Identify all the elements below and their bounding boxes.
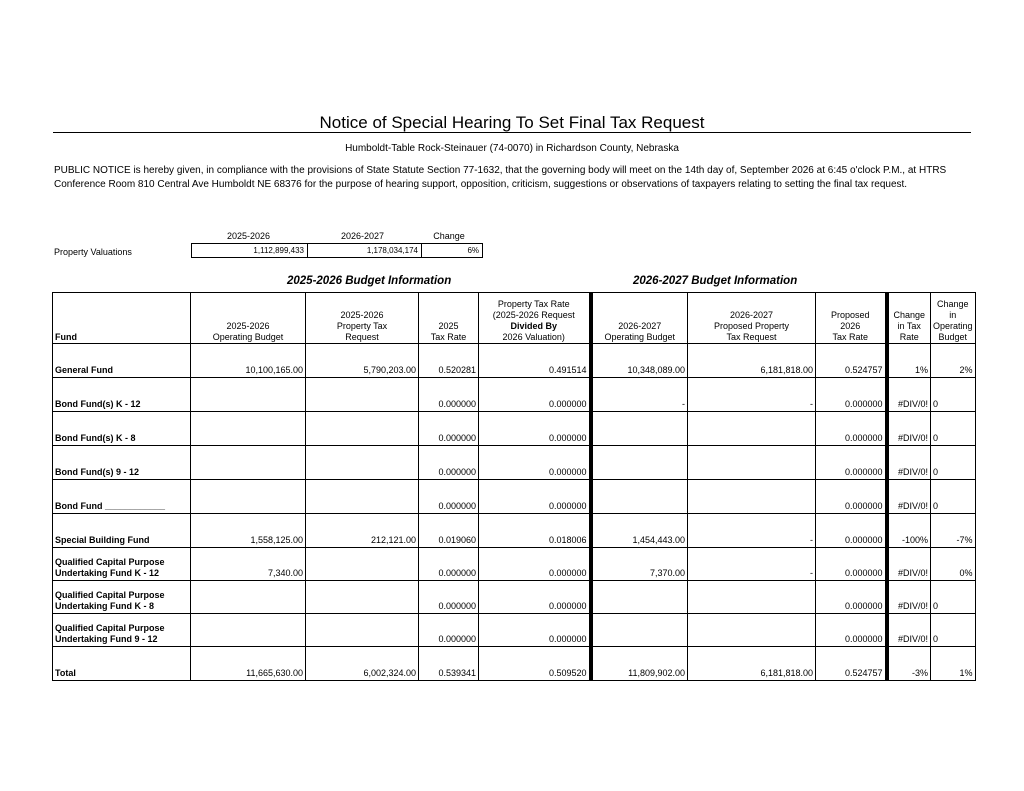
tax-request-current <box>688 446 816 480</box>
public-notice-text: PUBLIC NOTICE is hereby given, in compliance with the provisions of State Statute Section 77-1632, that the governing body will meet on the 14th day of, September 2026 at 6:45 o'clock P.M., at HTRS Conference Room 810 Central Ave Humboldt NE 68376 for the purpose of hearing support, opposition, criticism, suggestions or observations of taxpayers relating to setting the final tax request. <box>54 165 947 190</box>
change-budget: 0 <box>931 581 976 614</box>
section-title-current: 2026-2027 Budget Information <box>633 275 798 287</box>
table-row <box>53 548 976 581</box>
rate-calc: 0.000000 <box>479 412 591 446</box>
fund-name: Bond Fund ____________ <box>53 480 191 514</box>
op-budget-prior <box>191 480 306 514</box>
tax-rate-prior: 0.000000 <box>419 378 479 412</box>
header-op-budget-prior: 2025-2026 Operating Budget <box>191 293 306 344</box>
tax-request-prior <box>306 480 419 514</box>
tax-rate-prior: 0.520281 <box>419 344 479 378</box>
tax-request-current <box>688 581 816 614</box>
change-rate: #DIV/0! <box>887 412 931 446</box>
change-budget: 0% <box>931 548 976 581</box>
change-rate: 1% <box>887 344 931 378</box>
header-tax-rate-current: Proposed 2026 Tax Rate <box>816 293 887 344</box>
tax-rate-prior: 0.000000 <box>419 614 479 647</box>
header-tax-rate-prior: 2025 Tax Rate <box>419 293 479 344</box>
tax-rate-prior: 0.000000 <box>419 581 479 614</box>
tax-rate-current: 0.524757 <box>816 647 887 681</box>
change-rate: #DIV/0! <box>887 614 931 647</box>
tax-request-current <box>688 614 816 647</box>
fund-name: Qualified Capital Purpose Undertaking Fund K - 12 <box>53 548 191 581</box>
op-budget-prior: 7,340.00 <box>191 548 306 581</box>
op-budget-prior <box>191 412 306 446</box>
tax-request-prior <box>306 548 419 581</box>
header-rate-calc-line2: Divided By <box>510 321 557 331</box>
op-budget-current: 10,348,089.00 <box>591 344 688 378</box>
op-budget-current: - <box>591 378 688 412</box>
tax-rate-prior: 0.000000 <box>419 446 479 480</box>
rate-calc: 0.000000 <box>479 614 591 647</box>
tax-request-prior <box>306 614 419 647</box>
op-budget-prior <box>191 614 306 647</box>
table-row <box>53 344 976 378</box>
tax-rate-current: 0.000000 <box>816 581 887 614</box>
section-title-prior: 2025-2026 Budget Information <box>287 275 452 287</box>
op-budget-current <box>591 412 688 446</box>
rate-calc: 0.018006 <box>479 514 591 548</box>
valuation-header-prior: 2025-2026 <box>226 231 271 241</box>
change-rate: -100% <box>887 514 931 548</box>
fund-name: Bond Fund(s) 9 - 12 <box>53 446 191 480</box>
header-tax-request-current: 2026-2027 Proposed Property Tax Request <box>688 293 816 344</box>
header-rate-calc-line3: 2026 Valuation) <box>502 332 565 342</box>
op-budget-current <box>591 614 688 647</box>
change-rate: #DIV/0! <box>887 378 931 412</box>
budget-table <box>52 292 976 681</box>
change-rate: #DIV/0! <box>887 480 931 514</box>
tax-rate-current: 0.000000 <box>816 514 887 548</box>
op-budget-current <box>591 581 688 614</box>
valuation-change: 6% <box>422 244 483 258</box>
table-row <box>53 581 976 614</box>
op-budget-current: 11,809,902.00 <box>591 647 688 681</box>
op-budget-current <box>591 480 688 514</box>
table-row <box>53 480 976 514</box>
change-rate: #DIV/0! <box>887 446 931 480</box>
change-budget: 0 <box>931 614 976 647</box>
valuation-header-change: Change <box>433 231 465 241</box>
tax-request-current: - <box>688 548 816 581</box>
tax-rate-current: 0.000000 <box>816 446 887 480</box>
header-op-budget-current: 2026-2027 Operating Budget <box>591 293 688 344</box>
fund-name: Bond Fund(s) K - 8 <box>53 412 191 446</box>
change-budget: 2% <box>931 344 976 378</box>
budget-header-row <box>53 293 976 344</box>
table-row <box>53 446 976 480</box>
op-budget-current: 1,454,443.00 <box>591 514 688 548</box>
fund-name: Special Building Fund <box>53 514 191 548</box>
property-valuations-table <box>191 243 483 258</box>
tax-request-current <box>688 412 816 446</box>
table-row <box>53 378 976 412</box>
header-rate-calc-line1: Property Tax Rate (2025-2026 Request <box>492 299 575 320</box>
tax-request-current: - <box>688 378 816 412</box>
op-budget-prior <box>191 581 306 614</box>
valuation-prior: 1,112,899,433 <box>192 244 308 258</box>
op-budget-prior <box>191 446 306 480</box>
change-rate: #DIV/0! <box>887 581 931 614</box>
valuation-header-current: 2026-2027 <box>340 231 385 241</box>
tax-rate-prior: 0.000000 <box>419 480 479 514</box>
tax-request-current: 6,181,818.00 <box>688 344 816 378</box>
tax-request-current: - <box>688 514 816 548</box>
op-budget-prior: 10,100,165.00 <box>191 344 306 378</box>
tax-request-prior <box>306 581 419 614</box>
header-tax-request-prior: 2025-2026 Property Tax Request <box>306 293 419 344</box>
valuation-current: 1,178,034,174 <box>308 244 422 258</box>
change-rate: #DIV/0! <box>887 548 931 581</box>
change-budget: 0 <box>931 480 976 514</box>
change-budget: 0 <box>931 446 976 480</box>
change-budget: 0 <box>931 378 976 412</box>
rate-calc: 0.491514 <box>479 344 591 378</box>
fund-name: Qualified Capital Purpose Undertaking Fund 9 - 12 <box>53 614 191 647</box>
op-budget-current <box>591 446 688 480</box>
change-budget: 0 <box>931 412 976 446</box>
tax-request-prior: 5,790,203.00 <box>306 344 419 378</box>
tax-rate-prior: 0.019060 <box>419 514 479 548</box>
notice-title: Notice of Special Hearing To Set Final Tax Request <box>319 113 705 132</box>
tax-rate-current: 0.000000 <box>816 614 887 647</box>
tax-rate-prior: 0.000000 <box>419 412 479 446</box>
header-fund: Fund <box>53 293 191 344</box>
rate-calc: 0.509520 <box>479 647 591 681</box>
change-rate: -3% <box>887 647 931 681</box>
tax-rate-prior: 0.539341 <box>419 647 479 681</box>
op-budget-prior: 11,665,630.00 <box>191 647 306 681</box>
valuation-label: Property Valuations <box>54 247 132 257</box>
change-budget: -7% <box>931 514 976 548</box>
title-divider <box>53 132 971 133</box>
tax-request-current: 6,181,818.00 <box>688 647 816 681</box>
op-budget-prior: 1,558,125.00 <box>191 514 306 548</box>
fund-name: General Fund <box>53 344 191 378</box>
rate-calc: 0.000000 <box>479 581 591 614</box>
fund-name: Bond Fund(s) K - 12 <box>53 378 191 412</box>
tax-rate-current: 0.000000 <box>816 378 887 412</box>
tax-request-prior <box>306 378 419 412</box>
tax-request-prior <box>306 446 419 480</box>
header-change-rate: Change in Tax Rate <box>887 293 931 344</box>
notice-subtitle: Humboldt-Table Rock-Steinauer (74-0070) in Richardson County, Nebraska <box>345 143 679 154</box>
table-row <box>53 412 976 446</box>
op-budget-prior <box>191 378 306 412</box>
tax-rate-current: 0.000000 <box>816 480 887 514</box>
tax-request-prior: 212,121.00 <box>306 514 419 548</box>
header-change-budget: Change in Operating Budget <box>931 293 976 344</box>
table-row <box>53 647 976 681</box>
tax-request-current <box>688 480 816 514</box>
valuation-row <box>192 244 483 258</box>
tax-request-prior: 6,002,324.00 <box>306 647 419 681</box>
rate-calc: 0.000000 <box>479 480 591 514</box>
table-row <box>53 614 976 647</box>
tax-rate-current: 0.524757 <box>816 344 887 378</box>
rate-calc: 0.000000 <box>479 446 591 480</box>
tax-rate-prior: 0.000000 <box>419 548 479 581</box>
header-rate-calc <box>479 293 591 344</box>
rate-calc: 0.000000 <box>479 378 591 412</box>
rate-calc: 0.000000 <box>479 548 591 581</box>
tax-rate-current: 0.000000 <box>816 548 887 581</box>
op-budget-current: 7,370.00 <box>591 548 688 581</box>
change-budget: 1% <box>931 647 976 681</box>
table-row <box>53 514 976 548</box>
tax-rate-current: 0.000000 <box>816 412 887 446</box>
fund-name: Qualified Capital Purpose Undertaking Fund K - 8 <box>53 581 191 614</box>
tax-request-prior <box>306 412 419 446</box>
fund-name: Total <box>53 647 191 681</box>
